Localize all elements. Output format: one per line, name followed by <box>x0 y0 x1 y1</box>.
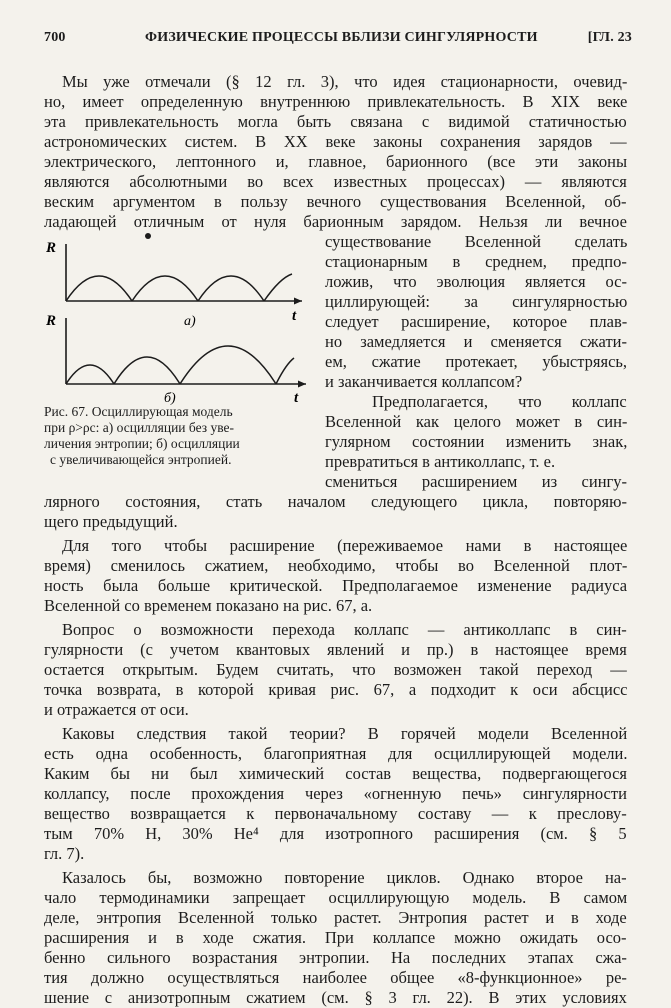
text-line: и отражается от оси. <box>44 700 189 719</box>
text-line: Каким бы ни был химический состав вещества, подвергающегося <box>44 764 628 783</box>
panel-b-cycle <box>276 358 294 384</box>
text-line: вещество возвращается к первоначальному составу — к преслову- <box>44 804 627 823</box>
panel-b-cycle <box>66 365 114 384</box>
text-line: ложив, что эволюция является ос- <box>325 272 627 291</box>
text-line: Вопрос о возможности перехода коллапс — антиколлапс в син- <box>62 620 627 639</box>
caption-line: с увеличивающейся энтропией. <box>50 452 232 467</box>
text-line: веским аргументом в пользу вечного существования Вселенной, об- <box>44 192 627 211</box>
caption-line: при ρ>ρc: а) осцилляции без уве- <box>44 420 234 435</box>
text-line: Казалось бы, возможно повторение циклов. Однако второе на- <box>62 868 627 887</box>
text-line: Вселенной как целого может в син- <box>325 412 628 431</box>
text-line: циллирующей: за сингулярностью <box>325 292 628 311</box>
running-title: ФИЗИЧЕСКИЕ ПРОЦЕССЫ ВБЛИЗИ СИНГУЛЯРНОСТИ <box>145 30 538 45</box>
text-line: чало термодинамики запрещает осциллирующую модель. В самом <box>44 888 628 907</box>
text-line: гл. 7). <box>44 844 85 863</box>
figure-67 <box>44 226 314 406</box>
text-line: ладающей отличным от нуля барионным зарядом. Нельзя ли вечное <box>44 212 627 231</box>
panel-a-cycle <box>66 276 132 301</box>
text-line: время) сменилось сжатием, необходимо, чтобы во Вселенной плот- <box>44 556 628 575</box>
text-line: смениться расширением из сингу- <box>325 472 628 491</box>
panel-a-cycle <box>132 276 198 301</box>
text-line: расширения и в ходе сжатия. При коллапсе можно ожидать осо- <box>44 928 627 947</box>
text-line: лярного состояния, стать началом следующего цикла, повторяю- <box>44 492 627 511</box>
text-line: Мы уже отмечали (§ 12 гл. 3), что идея стационарности, очевид- <box>62 72 628 91</box>
chapter-label: [ГЛ. 23 <box>587 30 632 45</box>
text-line: есть одна особенность, благоприятная для осциллирующей модели. <box>44 744 628 763</box>
panel-b-cycle <box>180 346 276 384</box>
print-speck <box>145 233 151 239</box>
text-line: электрического, лептонного и, главное, барионного (все эти законы <box>44 152 628 171</box>
text-line: следует расширение, которое плав- <box>325 312 628 331</box>
panel-a-x-arrow-icon <box>294 298 302 305</box>
text-line: и заканчивается коллапсом? <box>325 372 523 391</box>
text-line: ность была больше критической. Предполагаемое изменение радиуса <box>44 576 628 595</box>
text-line: Каковы следствия такой теории? В горячей модели Вселенной <box>62 724 628 743</box>
panel-a-cycle <box>198 276 264 301</box>
text-line: стационарным в среднем, предпо- <box>325 252 627 271</box>
text-line: существование Вселенной сделать <box>325 232 628 251</box>
text-line: ем, сжатие протекает, убыстряясь, <box>325 352 628 371</box>
panel-b-x-label: t <box>294 390 299 406</box>
text-line: эта привлекательность могла быть связана с видимой статичностью <box>44 112 627 131</box>
text-line: но, имеет определенную внутреннюю привлекательность. В XIX веке <box>44 92 628 111</box>
panel-a-cycle <box>264 274 292 301</box>
panel-a-y-label: R <box>46 240 57 256</box>
panel-b-cycle <box>114 357 180 384</box>
panel-b-x-arrow-icon <box>298 381 306 388</box>
text-line: Для того чтобы расширение (переживаемое нами в настоящее <box>62 536 628 555</box>
oscillation-diagram <box>44 226 314 406</box>
text-line: являются абсолютными во всех известных процессах) — являются <box>44 172 627 191</box>
panel-a-label: а) <box>184 314 196 329</box>
text-line: тия должно осуществляться наиболее общее «8-функционное» ре- <box>44 968 627 987</box>
text-line: коллапсу, после прохождения через «огненную печь» сингулярности <box>44 784 627 803</box>
text-line: шение с анизотропным сжатием (см. § 3 гл. 22). В этих условиях <box>44 988 627 1007</box>
text-line: остается открытым. Будем считать, что возможен такой переход — <box>44 660 627 679</box>
text-line: гулярности (с учетом квантовых явлений и пр.) в настоящее время <box>44 640 627 659</box>
text-line: щего предыдущий. <box>44 512 178 531</box>
figure-caption <box>44 404 306 468</box>
text-line: но замедляется и сменяется сжати- <box>325 332 627 351</box>
running-header <box>40 24 632 48</box>
text-line: тым 70% H, 30% He⁴ для изотропного расширения (см. § 5 <box>44 824 627 843</box>
text-line: точка возврата, в которой кривая рис. 67, а подходит к оси абсцисс <box>44 680 628 699</box>
text-line: Предполагается, что коллапс <box>372 392 627 411</box>
text-line: астрономических систем. В XX веке законы сохранения зарядов — <box>44 132 627 151</box>
caption-line: личения энтропии; б) осцилляции <box>44 436 240 451</box>
text-line: деле, энтропия Вселенной только растет. Энтропия растет и в ходе <box>44 908 627 927</box>
panel-b-y-label: R <box>46 313 57 329</box>
caption-line: Рис. 67. Осциллирующая модель <box>44 404 233 419</box>
text-line: бенно сильного возрастания энтропии. На последних этапах сжа- <box>44 948 627 967</box>
page-number: 700 <box>44 30 66 45</box>
panel-a-x-label: t <box>292 308 297 324</box>
text-line: Вселенной со временем показано на рис. 67, а. <box>44 596 373 615</box>
text-line: превратиться в антиколлапс, т. е. <box>325 452 556 471</box>
text-line: гулярном состоянии изменить знак, <box>325 432 628 451</box>
panel-b-label: б) <box>164 391 176 406</box>
